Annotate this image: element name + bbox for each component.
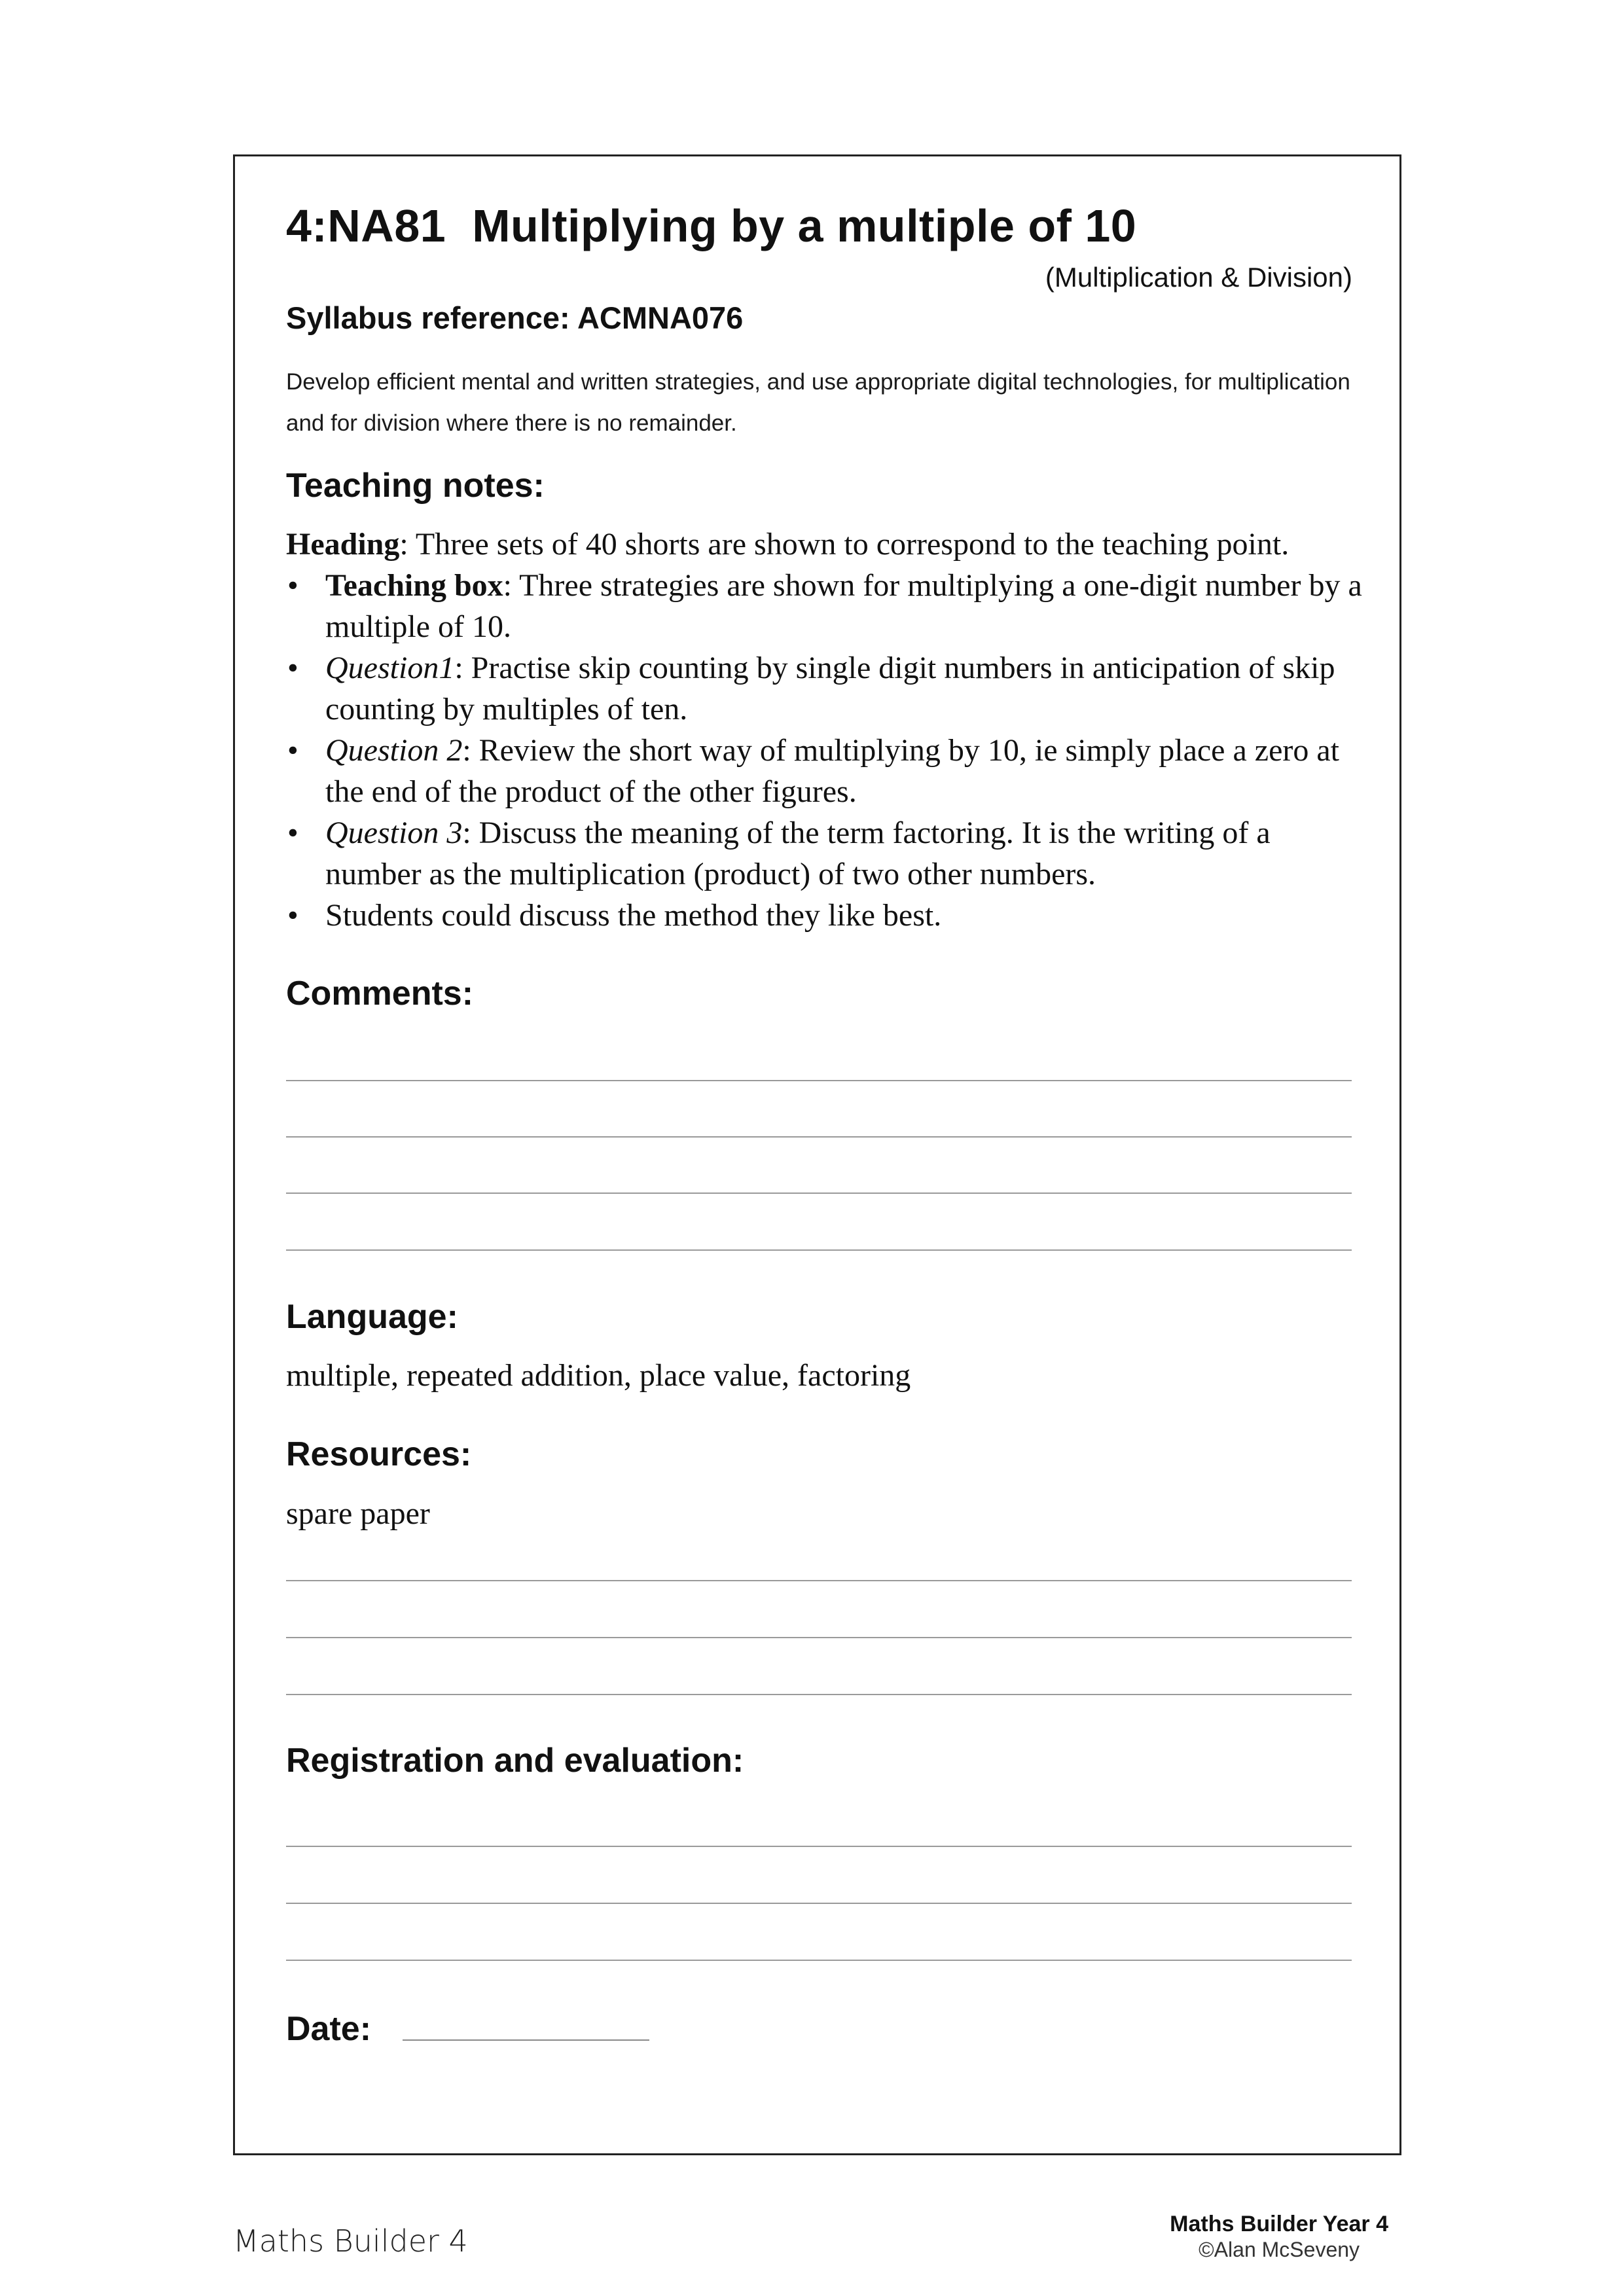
- comments-line: [286, 1249, 1352, 1251]
- page-title: [286, 200, 1136, 252]
- notes-bullet-item: [286, 895, 1373, 936]
- notes-intro: [286, 524, 1373, 565]
- comments-heading: Comments:: [286, 975, 474, 1013]
- outcome-code: 4:NA81: [286, 200, 446, 251]
- syllabus-description: Develop efficient mental and written strategies, and use appropriate digital technologies, for multiplication and for division where there is no remainder.: [286, 369, 1350, 436]
- bullet-label: Question 2: [325, 733, 463, 768]
- notes-bullet-list: [286, 565, 1373, 936]
- strand-label: (Multiplication & Division): [1045, 262, 1352, 293]
- bullet-label: Question1: [325, 651, 455, 685]
- notes-bullet-item: [286, 812, 1373, 895]
- resources-heading: Resources:: [286, 1435, 472, 1473]
- title-text: Multiplying by a multiple of 10: [472, 200, 1137, 251]
- bullet-text: : Review the short way of multiplying by 10, ie simply place a zero at the end of the product of the other figures.: [325, 733, 1340, 809]
- comments-line: [286, 1136, 1352, 1138]
- bullet-label: Teaching box: [325, 568, 503, 603]
- date-heading: Date:: [286, 2010, 372, 2048]
- registration-heading: Registration and evaluation:: [286, 1742, 744, 1780]
- footer-credit: [1170, 2211, 1388, 2262]
- bullet-icon: •: [287, 898, 298, 933]
- notes-intro-text: : Three sets of 40 shorts are shown to correspond to the teaching point.: [399, 527, 1290, 562]
- notes-bullet-item: [286, 565, 1373, 647]
- bullet-text: : Three strategies are shown for multiplying a one-digit number by a multiple of 10.: [325, 568, 1362, 644]
- registration-line: [286, 1846, 1352, 1847]
- bullet-label: Question 3: [325, 816, 463, 850]
- registration-line: [286, 1960, 1352, 1961]
- resources-line: [286, 1637, 1352, 1638]
- bullet-icon: •: [287, 651, 298, 685]
- teaching-notes: [286, 524, 1373, 936]
- resources-text: spare paper: [286, 1496, 430, 1531]
- bullet-text: : Discuss the meaning of the term factoring. It is the writing of a number as the multiplication (product) of two other numbers.: [325, 816, 1271, 891]
- notes-bullet-item: [286, 647, 1373, 730]
- bullet-text: Students could discuss the method they like best.: [325, 898, 942, 933]
- bullet-text: : Practise skip counting by single digit numbers in anticipation of skip counting by multiples of ten.: [325, 651, 1335, 726]
- syllabus-reference: Syllabus reference: ACMNA076: [286, 300, 744, 335]
- teaching-notes-heading: Teaching notes:: [286, 467, 545, 505]
- footer-copyright: ©Alan McSeveny: [1199, 2238, 1360, 2261]
- page-frame: [233, 154, 1401, 2155]
- date-line: [403, 2039, 649, 2041]
- language-heading: Language:: [286, 1298, 458, 1336]
- comments-line: [286, 1080, 1352, 1081]
- language-text: multiple, repeated addition, place value, factoring: [286, 1358, 911, 1393]
- comments-line: [286, 1193, 1352, 1194]
- bullet-icon: •: [287, 816, 298, 850]
- bullet-icon: •: [287, 568, 298, 603]
- registration-line: [286, 1903, 1352, 1904]
- footer-series-title: Maths Builder Year 4: [1170, 2212, 1388, 2236]
- footer-book-title: Maths Builder 4: [233, 2223, 468, 2259]
- notes-bullet-item: [286, 730, 1373, 812]
- notes-intro-label: Heading: [286, 527, 400, 562]
- resources-line: [286, 1694, 1352, 1695]
- bullet-icon: •: [287, 733, 298, 768]
- resources-line: [286, 1580, 1352, 1581]
